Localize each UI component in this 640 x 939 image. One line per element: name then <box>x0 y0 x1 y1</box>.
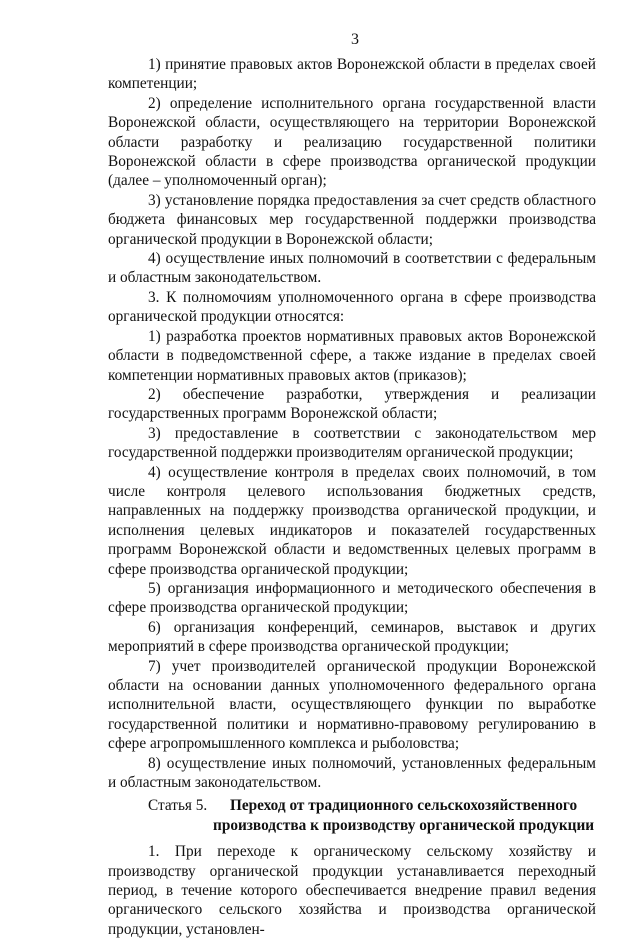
paragraph-section-3: 3. К полномочиям уполномоченного органа в сфере производства органической продукции относятся: <box>108 288 596 326</box>
paragraph-1-2: 2) определение исполнительного органа государственной власти Воронежской области, осуществляющего на территории Воронежской области разработку и реализацию государственной политики Воронежской области в сфере производства органической продукции (далее – уполномоченный орган); <box>108 94 596 190</box>
paragraph-1-1: 1) принятие правовых актов Воронежской области в пределах своей компетенции; <box>108 56 596 93</box>
paragraph-3-1: 1) разработка проектов нормативных правовых актов Воронежской области в подведомственной сфере, а также издание в пределах своей компетенции нормативных правовых актов (приказов); <box>108 327 596 384</box>
paragraph-1-3: 3) установление порядка предоставления за счет средств областного бюджета финансовых мер государственной поддержки производства органической продукции в Воронежской области; <box>108 191 596 248</box>
paragraph-3-2: 2) обеспечение разработки, утверждения и реализации государственных программ Воронежской области; <box>108 385 596 423</box>
paragraph-5-1: 1. При переходе к органическому сельскому хозяйству и производству органической продукции устанавливается переходный период, в течение которого обеспечивается внедрение правил ведения органического сельского хозяйства и производства органической продукции, установлен- <box>108 843 596 938</box>
paragraph-3-4: 4) осуществление контроля в пределах своих полномочий, в том числе контроля целевого использования бюджетных средств, направленных на поддержку производства органической продукции, и исполнения целевых индикаторов и показателей государственных программ Воронежской области и ведомственных целевых программ в сфере производства органической продукции; <box>108 463 596 578</box>
paragraph-3-8: 8) осуществление иных полномочий, установленных федеральным и областным законодательством. <box>108 754 596 792</box>
article-label: Статья 5. <box>148 797 212 815</box>
paragraph-3-7: 7) учет производителей органической продукции Воронежской области на основании данных уполномоченного федерального органа исполнительной власти, осуществляющего функции по выработке государственной политики и нормативно-правовому регулированию в сфере агропромышленного комплекса и рыболовства; <box>108 657 596 753</box>
page-number: 3 <box>351 31 359 48</box>
paragraph-3-6: 6) организация конференций, семинаров, выставок и других мероприятий в сфере производства органической продукции; <box>108 618 596 656</box>
document-page <box>108 30 596 939</box>
paragraph-3-3: 3) предоставление в соответствии с законодательством мер государственной поддержки производителям органической продукции; <box>108 424 596 462</box>
article-title: Переход от традиционного сельскохозяйственного производства к производству органической продукции <box>213 797 595 834</box>
paragraph-1-4: 4) осуществление иных полномочий в соответствии с федеральным и областным законодательством. <box>108 250 596 287</box>
article-heading <box>108 796 596 835</box>
paragraph-3-5: 5) организация информационного и методического обеспечения в сфере производства органической продукции; <box>108 579 596 617</box>
